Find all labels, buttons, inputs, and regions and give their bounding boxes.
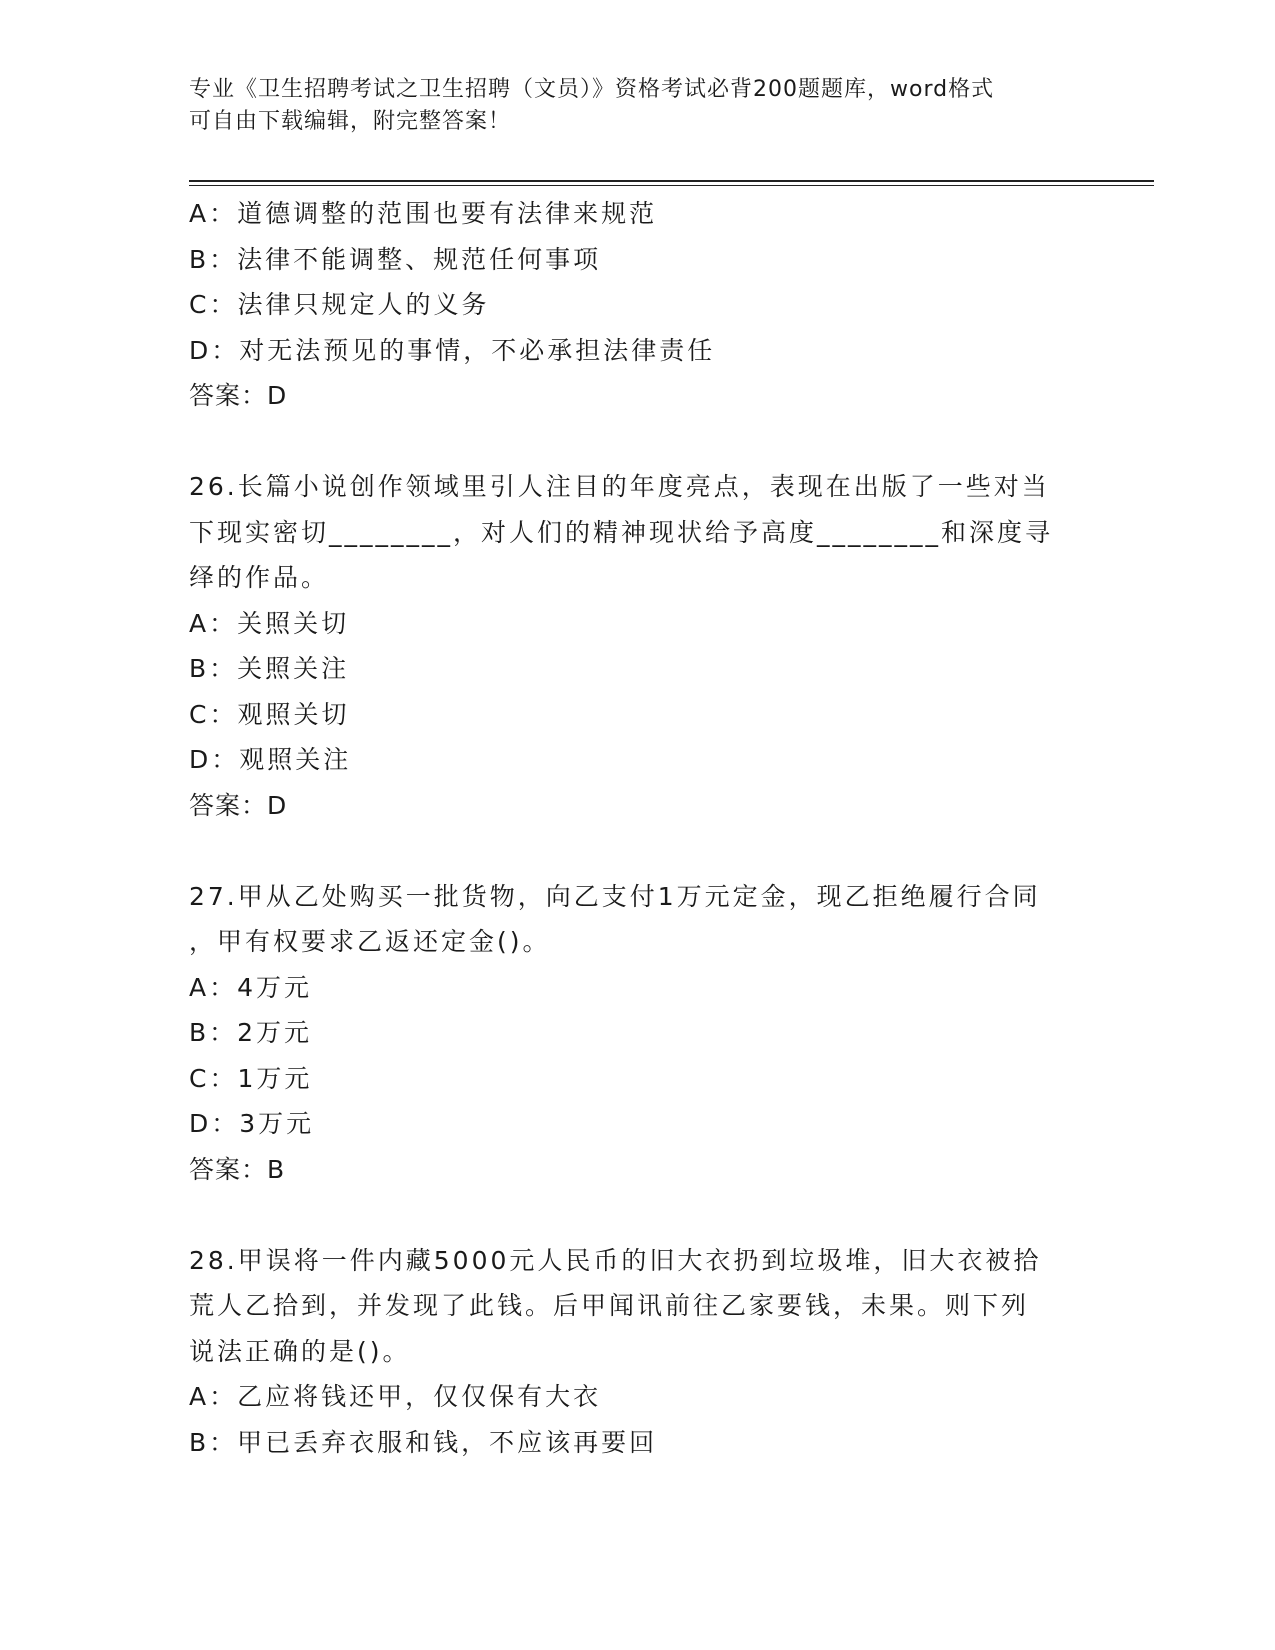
question-stem-line: 26.长篇小说创作领域里引人注目的年度亮点，表现在出版了一些对当 [189,472,1050,501]
question-stem-line: 27.甲从乙处购买一批货物，向乙支付1万元定金，现乙拒绝履行合同 [189,881,1041,911]
option-d: D：3万元 [189,1109,315,1138]
option-d: D：观照关注 [189,745,352,774]
spacer [189,1192,1089,1238]
option-a: A：道德调整的范围也要有法律来规范 [189,199,658,228]
question-stem-line: 28.甲误将一件内藏5000元人民币的旧大衣扔到垃圾堆，旧大衣被拾 [189,1245,1042,1275]
answer: 答案：D [189,790,288,820]
header-rule-thin [189,185,1154,186]
question-stem-line: 说法正确的是()。 [189,1336,411,1366]
option-d: D：对无法预见的事情，不必承担法律责任 [189,335,716,365]
option-a: A：4万元 [189,972,313,1002]
answer: 答案：B [189,1154,286,1184]
question-26 [189,464,1089,828]
option-b: B：2万元 [189,1018,313,1047]
question-stem-line: 荒人乙拾到，并发现了此钱。后甲闻讯前往乙家要钱，未果。则下列 [189,1291,1030,1320]
question-28 [189,1238,1089,1466]
header-line-2: 可自由下载编辑，附完整答案！ [189,109,512,134]
document-body [189,191,1089,1465]
option-c: C：1万元 [189,1063,313,1093]
question-25 [189,191,1089,419]
option-c: C：观照关切 [189,699,350,729]
page-header [189,74,1069,138]
spacer [189,828,1089,874]
question-stem-line: 绎的作品。 [189,563,330,592]
option-a: A：乙应将钱还甲，仅仅保有大衣 [189,1382,602,1411]
header-rule-thick [189,180,1154,182]
option-c: C：法律只规定人的义务 [189,290,490,319]
option-b: B：法律不能调整、规范任何事项 [189,244,602,274]
question-stem-line: ，甲有权要求乙返还定金()。 [189,927,551,956]
question-stem-line: 下现实密切________，对人们的精神现状给予高度________和深度寻 [189,517,1054,547]
option-b: B：甲已丢弃衣服和钱，不应该再要回 [189,1427,658,1457]
question-27 [189,874,1089,1193]
option-b: B：关照关注 [189,654,350,683]
option-a: A：关照关切 [189,608,350,638]
answer: 答案：D [189,381,288,410]
header-line-1: 专业《卫生招聘考试之卫生招聘（文员）》资格考试必背200题题库，word格式 [189,77,995,102]
spacer [189,419,1089,465]
